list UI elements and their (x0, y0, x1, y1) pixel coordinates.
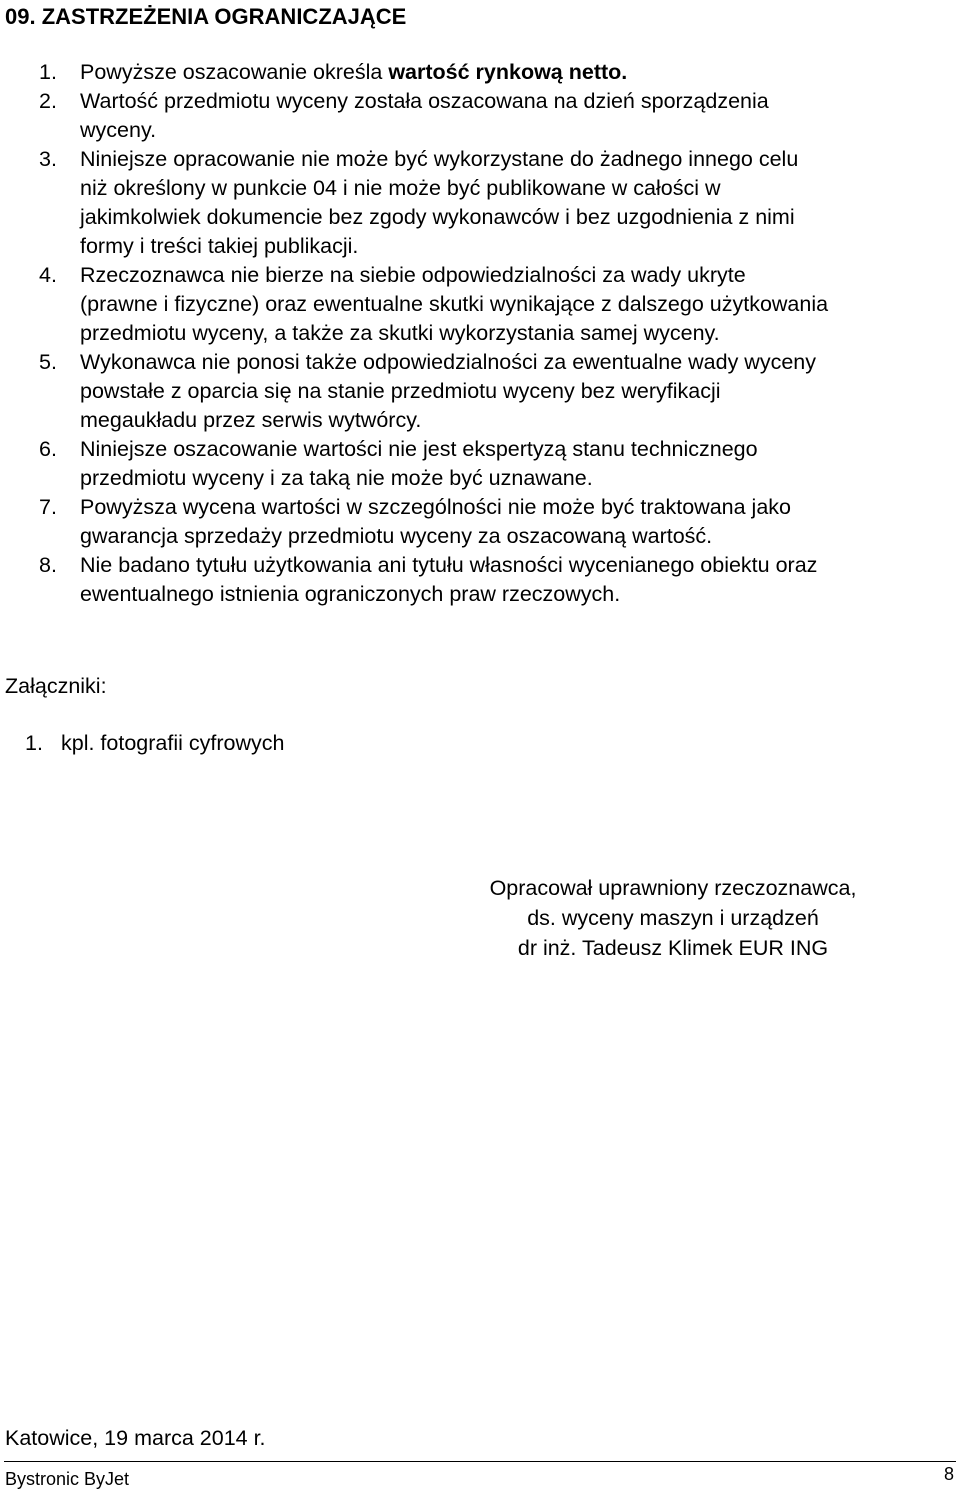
item-text: Powyższa wycena wartości w szczególności nie może być traktowana jako gwarancja sprzedaży przedmiotu wyceny za oszacowaną wartość. (80, 495, 791, 548)
attachment-number: 1. (25, 731, 43, 755)
item-text: Powyższe oszacowanie określa (80, 60, 389, 84)
list-item (0, 348, 960, 435)
item-number: 4. (39, 263, 57, 287)
item-text: Niniejsze opracowanie nie może być wykorzystane do żadnego innego celu niż określony w punkcie 04 i nie może być publikowane w całości w jakimkolwiek dokumencie bez zgody wykonawców i bez uzgodnienia z nimi formy i treści takiej publikacji. (80, 147, 799, 258)
item-number: 6. (39, 437, 57, 461)
page-number: 8 (943, 1464, 954, 1484)
list-item (0, 493, 960, 551)
item-bold-text: wartość rynkową netto. (388, 60, 628, 84)
signature-line-name: dr inż. Tadeusz Klimek EUR ING (517, 936, 829, 960)
item-text: Nie badano tytułu użytkowania ani tytułu własności wycenianego obiektu oraz ewentualnego istnienia ograniczonych praw rzeczowych. (80, 553, 818, 606)
item-number: 8. (39, 553, 57, 577)
signature-block (440, 873, 906, 963)
footer-divider (4, 1461, 956, 1462)
item-text: Niniejsze oszacowanie wartości nie jest ekspertyzą stanu technicznego przedmiotu wyceny i za taką nie może być uznawane. (80, 437, 758, 490)
list-item (0, 87, 960, 145)
signature-line-specialty: ds. wyceny maszyn i urządzeń (527, 906, 819, 930)
item-number: 3. (39, 147, 57, 171)
signature-line-title: Opracował uprawniony rzeczoznawca, (489, 876, 857, 900)
place-and-date: Katowice, 19 marca 2014 r. (5, 1426, 266, 1450)
list-item (0, 145, 960, 261)
list-item (0, 551, 960, 609)
item-number: 2. (39, 89, 57, 113)
attachments-title: Załączniki: (5, 674, 107, 698)
attachment-text: kpl. fotografii cyfrowych (61, 731, 285, 755)
restrictions-list (0, 58, 960, 609)
list-item (0, 261, 960, 348)
item-text: Rzeczoznawca nie bierze na siebie odpowiedzialności za wady ukryte (prawne i fizyczne) oraz ewentualne skutki wynikające z dalszego użytkowania przedmiotu wyceny, a także za skutki wykorzystania samej wyceny. (80, 263, 829, 345)
list-item (0, 435, 960, 493)
item-text: Wartość przedmiotu wyceny została oszacowana na dzień sporządzenia wyceny. (80, 89, 769, 142)
footer-document-name: Bystronic ByJet (5, 1469, 130, 1489)
section-title: 09. ZASTRZEŻENIA OGRANICZAJĄCE (5, 4, 407, 29)
item-number: 7. (39, 495, 57, 519)
attachment-item (25, 729, 284, 758)
item-number: 1. (39, 60, 57, 84)
list-item (0, 58, 960, 87)
item-text: Wykonawca nie ponosi także odpowiedzialności za ewentualne wady wyceny powstałe z oparcia się na stanie przedmiotu wyceny bez weryfikacji megaukładu przez serwis wytwórcy. (80, 350, 816, 432)
item-number: 5. (39, 350, 57, 374)
